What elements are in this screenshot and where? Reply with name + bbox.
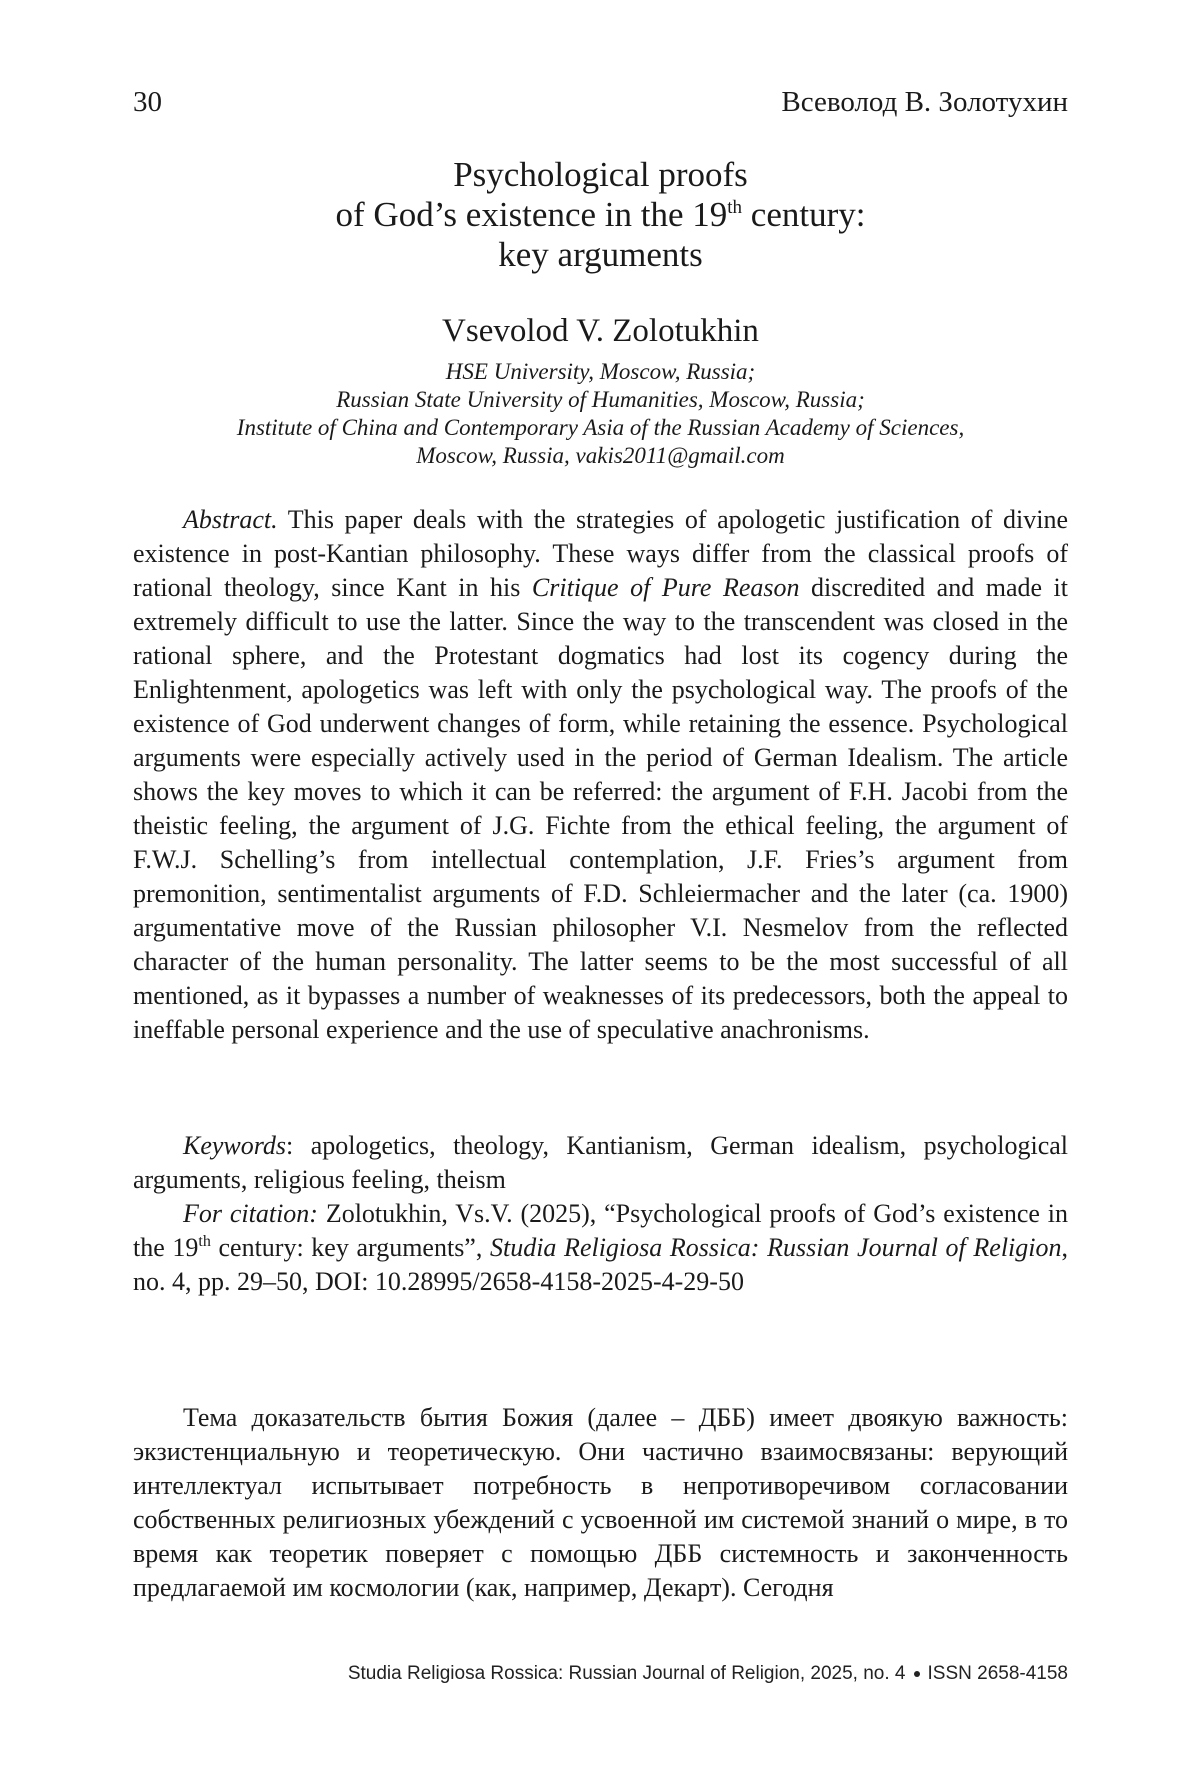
citation-journal: Studia Religiosa Rossica: Russian Journal of Religion [489, 1233, 1062, 1262]
title-superscript: th [727, 197, 743, 218]
title-line-2 [133, 195, 1068, 235]
citation-label: For citation: [183, 1199, 318, 1228]
article-page [133, 0, 1068, 1780]
running-author: Всеволод В. Золотухин [781, 86, 1068, 118]
abstract-paragraph [133, 503, 1068, 1047]
footer-journal: Studia Religiosa Rossica: Russian Journal of Religion, 2025, no. 4 [347, 1663, 906, 1684]
keywords-paragraph [133, 1129, 1068, 1197]
citation [133, 1197, 1068, 1299]
citation-text-1: Zolotukhin, Vs.V. (2025), “Psychological proofs of God’s existence in the 19 [133, 1199, 1069, 1262]
page-number: 30 [133, 86, 162, 118]
running-head [133, 86, 1068, 126]
body-paragraph: Тема доказательств бытия Божия (далее – ДББ) имеет двоякую важность: экзистенциальную и теоретическую. Они частично взаимосвязаны: верующий интеллектуал испытывает потребность в непротиворечивом согласовании собственных религиозных убеждений с усвоенной им системой знаний о мире, в то время как теоретик поверяет с помощью ДББ системность и законченность предлагаемой им космологии (как, например, Декарт). Сегодня [133, 1403, 1068, 1602]
affiliations [133, 358, 1068, 470]
abstract [133, 503, 1068, 1047]
keywords [133, 1129, 1068, 1197]
affiliation-line: Russian State University of Humanities, Moscow, Russia; [336, 387, 865, 412]
body-text [133, 1401, 1068, 1605]
keywords-text: : apologetics, theology, Kantianism, German idealism, psychological arguments, religious feeling, theism [133, 1131, 1068, 1194]
article-title [133, 155, 1068, 275]
citation-paragraph [133, 1197, 1068, 1299]
footer-issn: ISSN 2658-4158 [927, 1663, 1068, 1684]
citation-superscript: th [198, 1233, 211, 1250]
citation-text-3: , no. 4, pp. 29–50, DOI: 10.28995/2658-4158-2025-4-29-50 [133, 1233, 1068, 1296]
title-line-3: key arguments [498, 235, 703, 274]
abstract-label: Abstract. [183, 505, 278, 534]
author-name: Vsevolod V. Zolotukhin [442, 313, 759, 349]
abstract-text-2: discredited and made it extremely difficult to use the latter. Since the way to the transcendent was closed in the rational sphere, and the Protestant dogmatics had lost its cogency during the Enlightenment, apologetics was left with only the psychological way. The proofs of the existence of God underwent changes of form, while retaining the essence. Psychological arguments were especially actively used in the period of German Idealism. The article shows the key moves to which it can be referred: the argument of F.H. Jacobi from the theistic feeling, the argument of J.G. Fichte from the ethical feeling, the argument of F.W.J. Schelling’s from intellectual contemplation, J.F. Fries’s argument from premonition, sentimentalist arguments of F.D. Schleiermacher and the later (ca. 1900) argumentative move of the Russian philosopher V.I. Nesmelov from the reflected character of the human personality. The latter seems to be the most successful of all mentioned, as it bypasses a number of weaknesses of its predecessors, both the appeal to ineffable personal experience and the use of speculative anachronisms. [133, 573, 1069, 1044]
title-line-1: Psychological proofs [453, 155, 748, 194]
affiliation-line: Institute of China and Contemporary Asia of the Russian Academy of Sciences, [236, 415, 965, 440]
affiliation-line: HSE University, Moscow, Russia; [445, 359, 756, 384]
title-line-2-text: of God’s existence in the 19 [335, 195, 728, 234]
citation-text-2: century: key arguments”, [210, 1233, 490, 1262]
bullet-separator-icon [914, 1671, 920, 1677]
affiliation-email-line: Moscow, Russia, vakis2011@gmail.com [416, 443, 785, 468]
title-line-2-end: century: [742, 195, 866, 234]
keywords-label: Keywords [183, 1131, 287, 1160]
abstract-text-1: This paper deals with the strategies of apologetic justification of divine existence in post-Kantian philosophy. These ways differ from the classical proofs of rational theology, since Kant in his [133, 505, 1068, 602]
page-footer [348, 1663, 1068, 1685]
abstract-work-title: Critique of Pure Reason [531, 573, 800, 602]
